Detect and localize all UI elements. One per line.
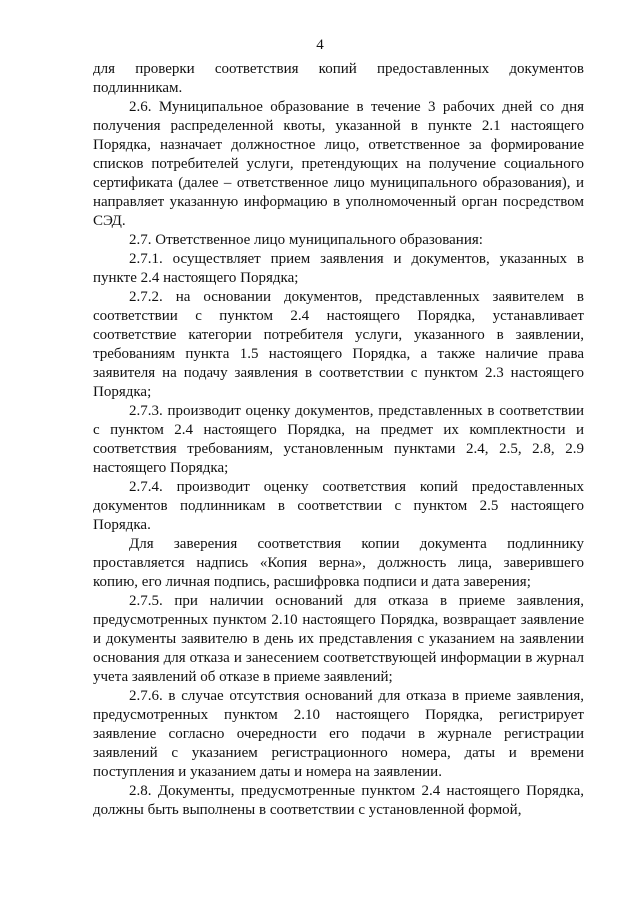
paragraph-2-7: 2.7. Ответственное лицо муниципального образования: [129, 232, 483, 248]
document-body [93, 60, 584, 820]
paragraph-2-7-6: 2.7.6. в случае отсутствия оснований для отказа в приеме заявления, предусмотренных пунктом 2.10 настоящего Порядка, регистрирует заявление согласно очередности его подачи в журнале регистрации заявлений с указанием регистрационного номера, даты и времени поступления и указанием даты и номера на заявлении. [93, 688, 584, 780]
paragraph-2-8: 2.8. Документы, предусмотренные пунктом 2.4 настоящего Порядка, должны быть выполнены в соответствии с установленной формой, [93, 783, 584, 818]
paragraph-2-7-2: 2.7.2. на основании документов, представленных заявителем в соответствии с пунктом 2.4 настоящего Порядка, устанавливает соответствие категории потребителя услуги, указанного в заявлении, требованиям пункта 1.5 настоящего Порядка, а также наличие права заявителя на подачу заявления в соответствии с пунктом 2.3 настоящего Порядка; [93, 289, 584, 400]
paragraph-2-7-4: 2.7.4. производит оценку соответствия копий предоставленных документов подлинникам в соответствии с пунктом 2.5 настоящего Порядка. [93, 479, 584, 533]
paragraph-2-7-1: 2.7.1. осуществляет прием заявления и документов, указанных в пункте 2.4 настоящего Порядка; [93, 251, 584, 286]
paragraph-copy-certification: Для заверения соответствия копии документа подлиннику проставляется надпись «Копия верна», должность лица, заверившего копию, его личная подпись, расшифровка подписи и дата заверения; [93, 536, 584, 590]
page-number: 4 [316, 37, 324, 53]
paragraph-2-7-3: 2.7.3. производит оценку документов, представленных в соответствии с пунктом 2.4 настоящего Порядка, на предмет их комплектности и соответствия требованиям, установленным пунктами 2.4, 2.5, 2.8, 2.9 настоящего Порядка; [93, 403, 584, 476]
paragraph-2-7-5: 2.7.5. при наличии оснований для отказа в приеме заявления, предусмотренных пунктом 2.10 настоящего Порядка, возвращает заявление и документы заявителю в день их представления с указанием на заявлении основания для отказа и занесением соответствующей информации в журнал учета заявлений об отказе в приеме заявлений; [93, 593, 584, 685]
paragraph-2-6: 2.6. Муниципальное образование в течение 3 рабочих дней со дня получения распределенной квоты, указанной в пункте 2.1 настоящего Порядка, назначает должностное лицо, ответственное за формирование списков потребителей услуги, претендующих на получение социального сертификата (далее – ответственное лицо муниципального образования), и направляет указанную информацию в уполномоченный орган посредством СЭД. [93, 99, 584, 229]
paragraph-continuation: для проверки соответствия копий предоставленных документов подлинникам. [93, 61, 584, 96]
